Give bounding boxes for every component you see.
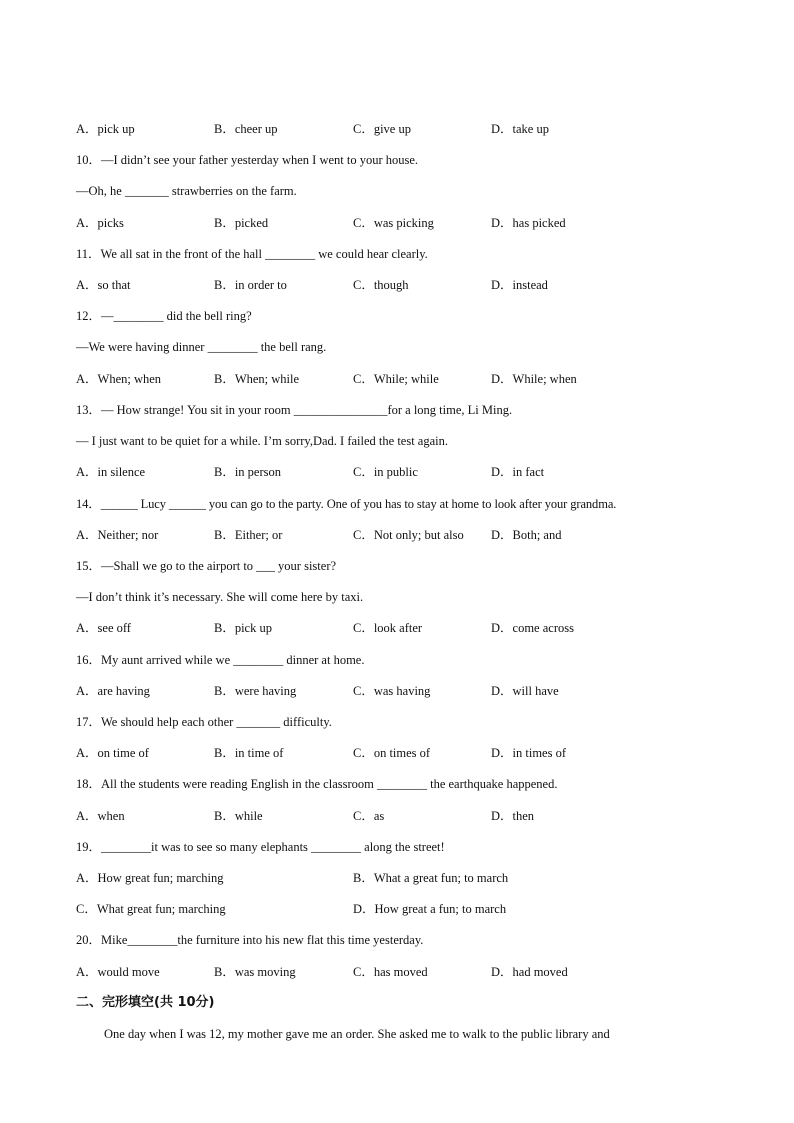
q10-option-d: D．has picked xyxy=(491,216,566,230)
q19-stem: 19．________it was to see so many elephants ________ along the street! xyxy=(76,840,445,854)
q18-option-d: D．then xyxy=(491,809,535,823)
q16-option-c: C．was having xyxy=(353,684,431,698)
q12-line2: —We were having dinner ________ the bell rang. xyxy=(76,340,327,354)
q20-stem: 20．Mike________the furniture into his new flat this time yesterday. xyxy=(76,933,424,947)
q17-option-b: B．in time of xyxy=(214,746,284,760)
section-title-cloze: 二、完形填空(共 10分) xyxy=(76,995,215,1010)
q9-option-a: A．pick up xyxy=(76,122,135,136)
q17-option-c: C．on times of xyxy=(353,746,431,760)
q20-option-b: B．was moving xyxy=(214,965,296,979)
q20-option-c: C．has moved xyxy=(353,965,428,979)
q14-stem: 14．______ Lucy ______ you can go to the party. One of you has to stay at home to look after your grandma. xyxy=(76,497,617,511)
q15-option-b: B．pick up xyxy=(214,621,272,635)
q15-option-c: C．look after xyxy=(353,621,423,635)
q16-option-d: D．will have xyxy=(491,684,559,698)
q17-option-d: D．in times of xyxy=(491,746,566,760)
q19-option-d: D．How great a fun; to march xyxy=(353,902,507,916)
passage-paragraph: One day when I was 12, my mother gave me an order. She asked me to walk to the public library and xyxy=(104,1027,610,1041)
q14-option-a: A．Neither; nor xyxy=(76,528,159,542)
q9-option-b: B．cheer up xyxy=(214,122,278,136)
q17-option-a: A．on time of xyxy=(76,746,149,760)
q15-option-d: D．come across xyxy=(491,621,574,635)
q13-option-b: B．in person xyxy=(214,465,282,479)
q16-option-b: B．were having xyxy=(214,684,297,698)
q19-option-b: B．What a great fun; to march xyxy=(353,871,509,885)
q20-option-d: D．had moved xyxy=(491,965,568,979)
q13-option-a: A．in silence xyxy=(76,465,146,479)
q11-option-c: C．though xyxy=(353,278,409,292)
q17-stem: 17．We should help each other _______ difficulty. xyxy=(76,715,332,729)
q9-option-d: D．take up xyxy=(491,122,549,136)
q12-option-d: D．While; when xyxy=(491,372,577,386)
q19-option-c: C．What great fun; marching xyxy=(76,902,226,916)
q10-option-a: A．picks xyxy=(76,216,124,230)
q12-option-b: B．When; while xyxy=(214,372,300,386)
q13-option-c: C．in public xyxy=(353,465,418,479)
q10-option-c: C．was picking xyxy=(353,216,434,230)
q15-stem: 15．—Shall we go to the airport to ___ your sister? xyxy=(76,559,337,573)
q11-option-a: A．so that xyxy=(76,278,131,292)
q9-option-c: C．give up xyxy=(353,122,411,136)
q13-option-d: D．in fact xyxy=(491,465,545,479)
q11-stem: 11．We all sat in the front of the hall ________ we could hear clearly. xyxy=(76,247,428,261)
q18-option-c: C．as xyxy=(353,809,385,823)
q19-option-a: A．How great fun; marching xyxy=(76,871,224,885)
q10-option-b: B．picked xyxy=(214,216,269,230)
q11-option-d: D．instead xyxy=(491,278,548,292)
q13-line2: — I just want to be quiet for a while. I’m sorry,Dad. I failed the test again. xyxy=(76,434,448,448)
q11-option-b: B．in order to xyxy=(214,278,287,292)
q18-option-b: B．while xyxy=(214,809,263,823)
q16-stem: 16．My aunt arrived while we ________ dinner at home. xyxy=(76,653,365,667)
q10-stem: 10．—I didn’t see your father yesterday when I went to your house. xyxy=(76,153,419,167)
q18-stem: 18．All the students were reading English in the classroom ________ the earthquake happened. xyxy=(76,777,558,791)
q20-option-a: A．would move xyxy=(76,965,160,979)
q14-option-c: C．Not only; but also xyxy=(353,528,464,542)
q15-option-a: A．see off xyxy=(76,621,131,635)
q10-line2: —Oh, he _______ strawberries on the farm. xyxy=(76,184,297,198)
q16-option-a: A．are having xyxy=(76,684,150,698)
q12-option-c: C．While; while xyxy=(353,372,439,386)
q18-option-a: A．when xyxy=(76,809,125,823)
q14-option-b: B．Either; or xyxy=(214,528,283,542)
q12-option-a: A．When; when xyxy=(76,372,162,386)
q13-stem: 13．— How strange! You sit in your room _______________for a long time, Li Ming. xyxy=(76,403,513,417)
q15-line2: —I don’t think it’s necessary. She will come here by taxi. xyxy=(76,590,364,604)
q14-option-d: D．Both; and xyxy=(491,528,562,542)
q12-stem: 12．—________ did the bell ring? xyxy=(76,309,252,323)
